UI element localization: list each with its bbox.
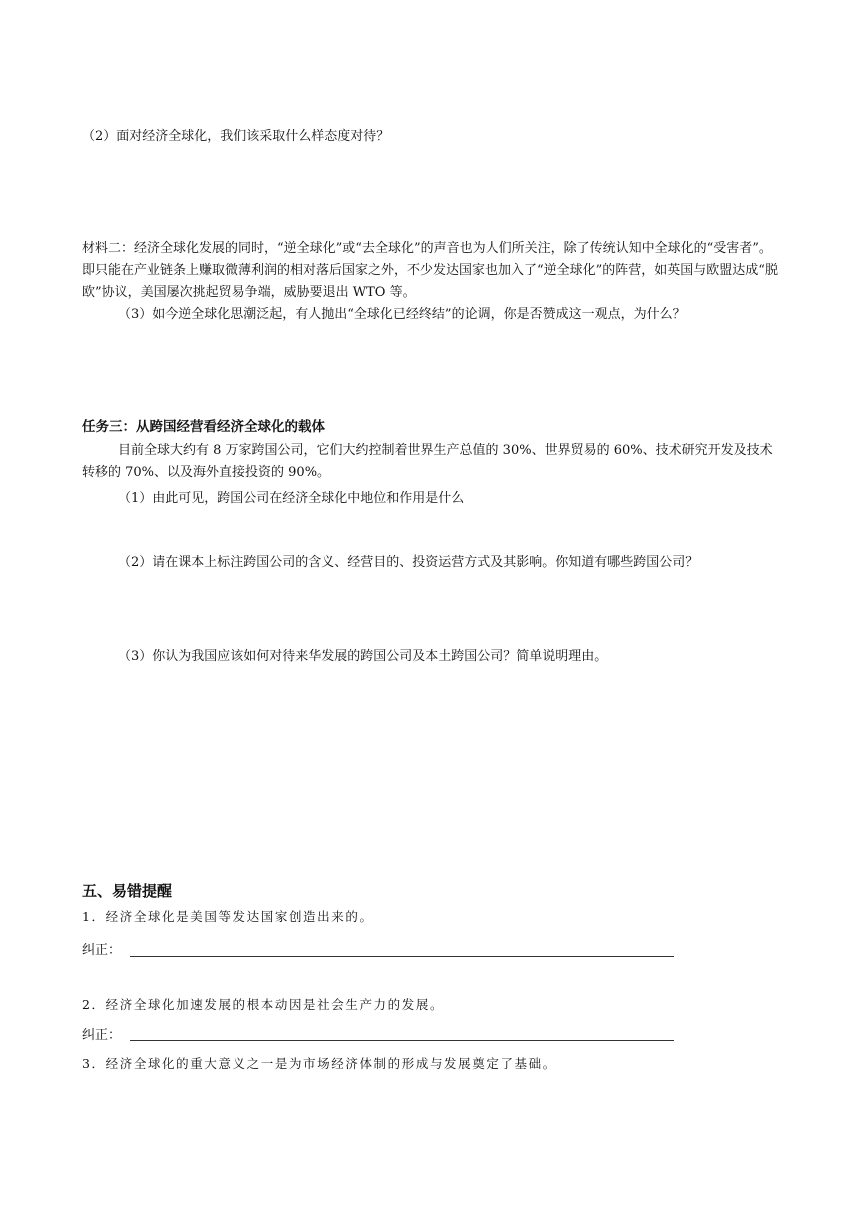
- task3-intro-paragraph: 目前全球大约有 8 万家跨国公司，它们大约控制着世界生产总值的 30%、世界贸易的 60%、技术研究开发及技术转移的 70%、以及海外直接投资的 90%。: [82, 443, 773, 480]
- correction-label-1: 纠正：: [82, 943, 122, 958]
- material-2-paragraph: 材料二：经济全球化发展的同时，“逆全球化”或“去全球化”的声音也为人们所关注，除了传统认知中全球化的“受害者”。即只能在产业链条上赚取微薄利润的相对落后国家之外，不少发达国家也加入了“逆全球化”的阵营，如英国与欧盟达成“脱欧”协议，美国屡次挑起贸易争端，威胁要退出 WTO 等。: [82, 241, 778, 300]
- correction-label-2: 纠正：: [82, 1028, 122, 1043]
- correction-answer-line-1[interactable]: [130, 956, 674, 957]
- task3-question-1: （1）由此可见，跨国公司在经济全球化中地位和作用是什么: [118, 491, 465, 506]
- error-item-1: 1．经济全球化是美国等发达国家创造出来的。: [82, 909, 374, 924]
- task3-heading: 任务三：从跨国经营看经济全球化的载体: [82, 419, 325, 435]
- section-5-heading: 五、易错提醒: [82, 882, 173, 900]
- task2-question-3: （3）如今逆全球化思潮泛起，有人抛出“全球化已经终结”的论调，你是否赞成这一观点，为什么？: [118, 307, 686, 322]
- error-item-2: 2．经济全球化加速发展的根本动因是社会生产力的发展。: [82, 997, 445, 1012]
- task3-question-3: （3）你认为我国应该如何对待来华发展的跨国公司及本土跨国公司？简单说明理由。: [118, 649, 608, 664]
- correction-answer-line-2[interactable]: [130, 1040, 674, 1041]
- task3-question-2: （2）请在课本上标注跨国公司的含义、经营目的、投资运营方式及其影响。你知道有哪些跨国公司？: [118, 555, 699, 570]
- error-item-3: 3．经济全球化的重大意义之一是为市场经济体制的形成与发展奠定了基础。: [82, 1056, 557, 1071]
- task2-question-2: （2）面对经济全球化，我们该采取什么样态度对待？: [82, 129, 390, 144]
